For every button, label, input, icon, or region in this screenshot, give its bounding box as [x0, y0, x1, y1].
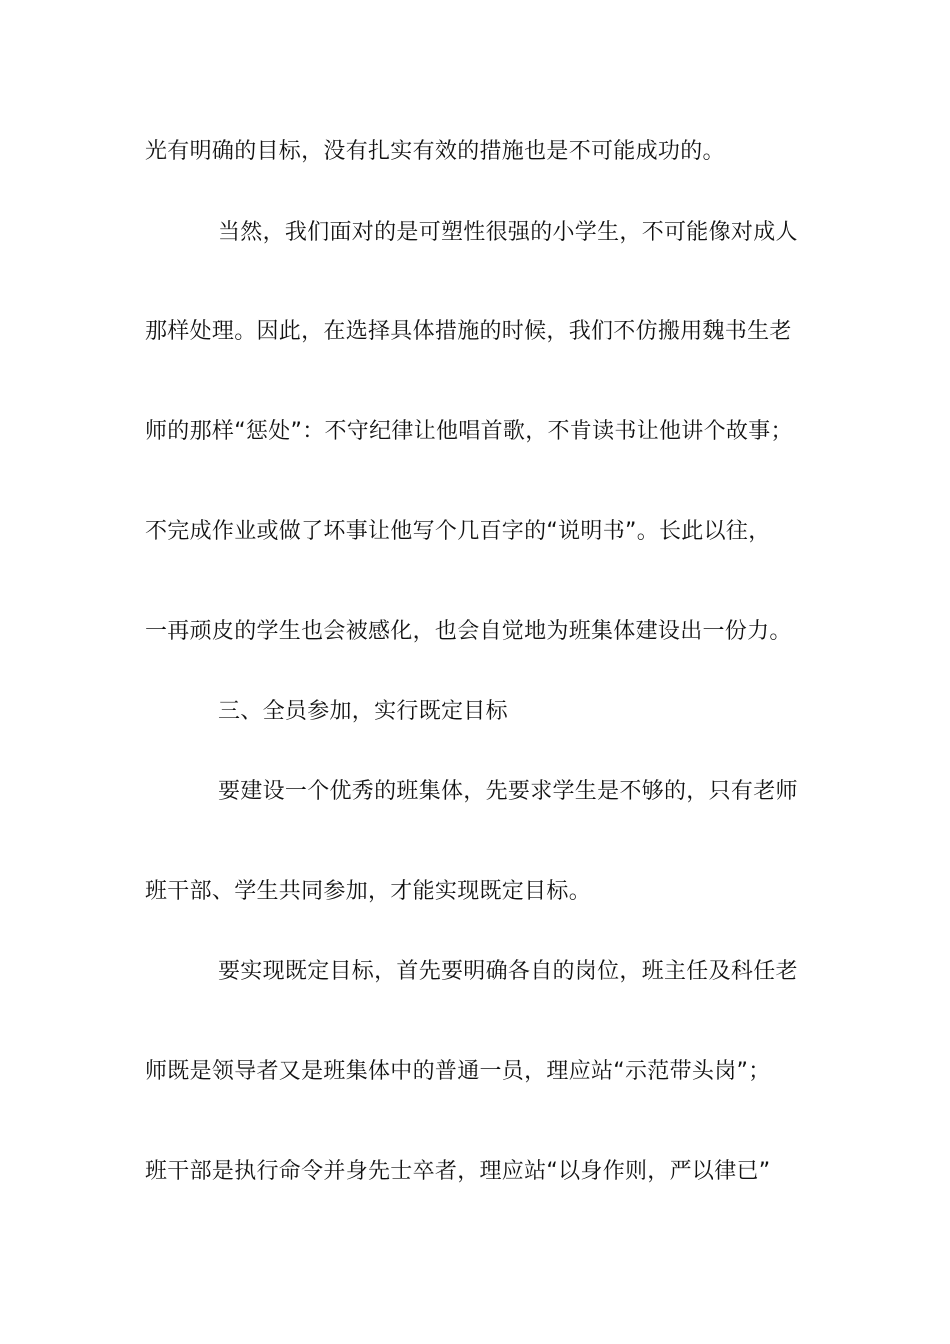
paragraph-line: 班干部是执行命令并身先士卒者，理应站“以身作则，严以律已” — [145, 1159, 771, 1184]
paragraph-line: 师的那样“惩处”：不守纪律让他唱首歌，不肯读书让他讲个故事； — [145, 419, 793, 444]
paragraph-line: 光有明确的目标，没有扎实有效的措施也是不可能成功的。 — [145, 139, 725, 164]
paragraph-line: 一再顽皮的学生也会被感化，也会自觉地为班集体建设出一份力。 — [145, 619, 792, 644]
paragraph-line: 要建设一个优秀的班集体，先要求学生是不够的，只有老师 — [218, 779, 798, 804]
paragraph-line: 师既是领导者又是班集体中的普通一员，理应站“示范带头岗”； — [145, 1059, 771, 1084]
paragraph-line: 要实现既定目标，首先要明确各自的岗位，班主任及科任老 — [218, 959, 798, 984]
paragraph-line: 不完成作业或做了坏事让他写个几百字的“说明书”。长此以往， — [145, 519, 771, 544]
paragraph-line: 当然，我们面对的是可塑性很强的小学生，不可能像对成人 — [218, 220, 798, 245]
paragraph-line: 班干部、学生共同参加，才能实现既定目标。 — [145, 879, 592, 904]
section-heading: 三、全员参加，实行既定目标 — [218, 699, 508, 724]
paragraph-line: 那样处理。因此，在选择具体措施的时候，我们不仿搬用魏书生老 — [145, 319, 792, 344]
